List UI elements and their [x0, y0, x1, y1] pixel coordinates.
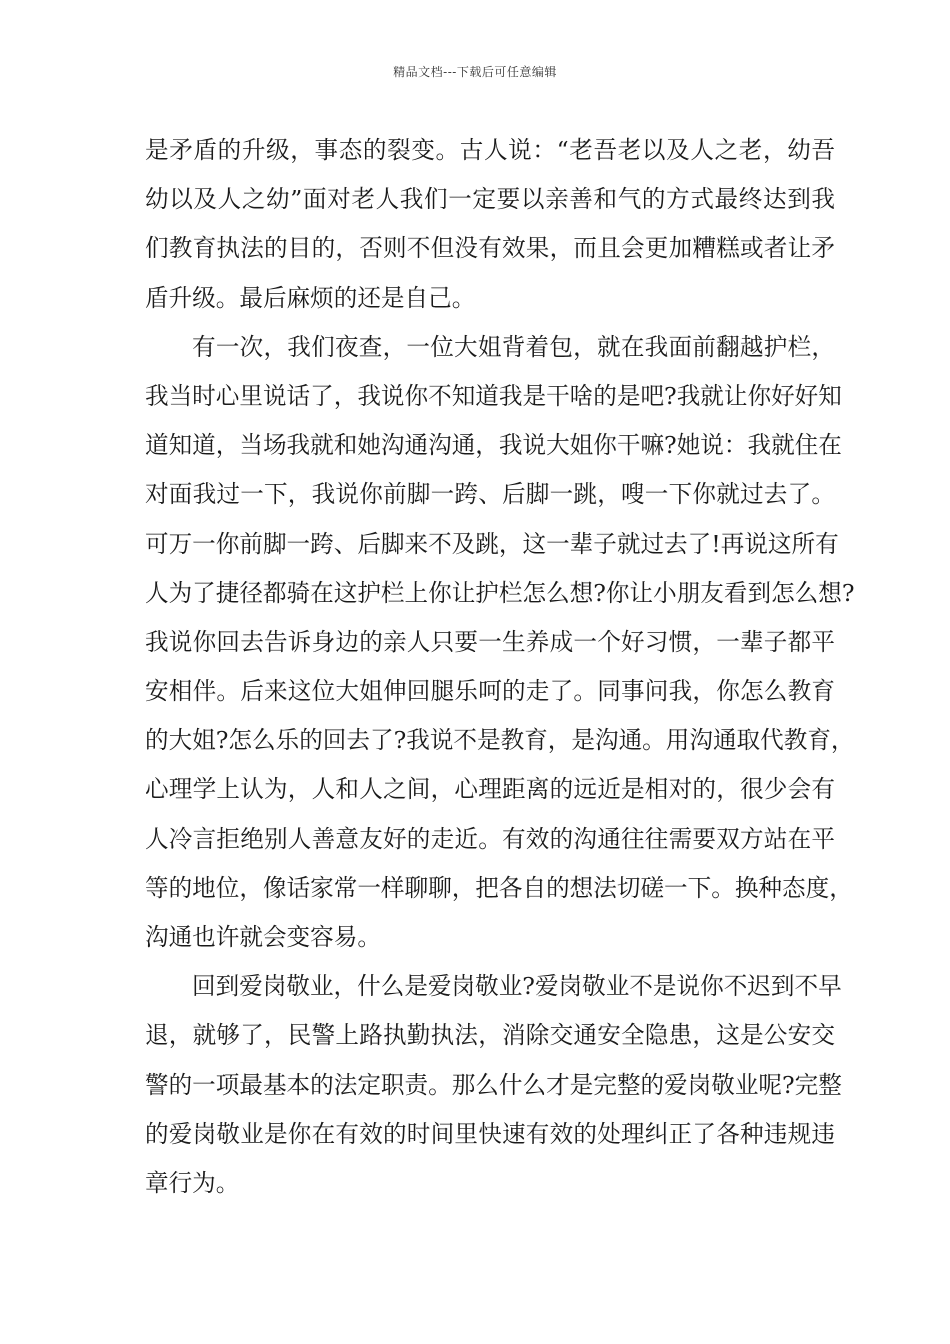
text-line: 对面我过一下，我说你前脚一跨、后脚一跳，嗖一下你就过去了。 [145, 480, 835, 509]
text-line: 盾升级。最后麻烦的还是自己。 [145, 283, 476, 312]
text-line: 道知道，当场我就和她沟通沟通，我说大姐你干嘛?她说：我就住在 [145, 431, 842, 460]
text-line: 章行为。 [145, 1168, 240, 1197]
text-line: 沟通也许就会变容易。 [145, 923, 381, 951]
paragraph [145, 323, 855, 962]
text-line: 的大姐?怎么乐的回去了?我说不是教育，是沟通。用沟通取代教育， [145, 726, 855, 755]
text-line: 的爱岗敬业是你在有效的时间里快速有效的处理纠正了各种违规违 [145, 1119, 835, 1148]
text-line: 安相伴。后来这位大姐伸回腿乐呵的走了。同事问我，你怎么教育 [145, 677, 835, 706]
text-line: 退，就够了，民警上路执勤执法，消除交通安全隐患，这是公安交 [145, 1021, 835, 1050]
text-line: 警的一项最基本的法定职责。那么什么才是完整的爱岗敬业呢?完整 [145, 1070, 842, 1099]
text-line: 心理学上认为，人和人之间，心理距离的远近是相对的，很少会有 [145, 775, 835, 804]
paragraph [145, 126, 835, 323]
text-line: 是矛盾的升级，事态的裂变。古人说：“老吾老以及人之老，幼吾 [145, 136, 835, 164]
text-line: 我当时心里说话了，我说你不知道我是干啥的是吧?我就让你好好知 [145, 381, 842, 410]
text-line: 人冷言拒绝别人善意友好的走近。有效的沟通往往需要双方站在平 [145, 824, 835, 853]
document-body [145, 126, 855, 1208]
text-line: 人为了捷径都骑在这护栏上你让护栏怎么想?你让小朋友看到怎么想? [145, 578, 855, 607]
text-line: 有一次，我们夜查，一位大姐背着包，就在我面前翻越护栏， [192, 332, 835, 361]
text-line: 幼以及人之幼”面对老人我们一定要以亲善和气的方式最终达到我 [145, 185, 835, 214]
text-line: 们教育执法的目的，否则不但没有效果，而且会更加糟糕或者让矛 [145, 234, 835, 263]
text-line: 我说你回去告诉身边的亲人只要一生养成一个好习惯，一辈子都平 [145, 627, 835, 656]
text-line: 等的地位，像话家常一样聊聊，把各自的想法切磋一下。换种态度， [145, 873, 853, 902]
page-header: 精品文档---下载后可任意编辑 [393, 65, 557, 79]
text-line: 回到爱岗敬业，什么是爱岗敬业?爱岗敬业不是说你不迟到不早 [192, 972, 842, 1001]
paragraph [145, 962, 842, 1208]
text-line: 可万一你前脚一跨、后脚来不及跳，这一辈子就过去了!再说这所有 [145, 529, 839, 558]
